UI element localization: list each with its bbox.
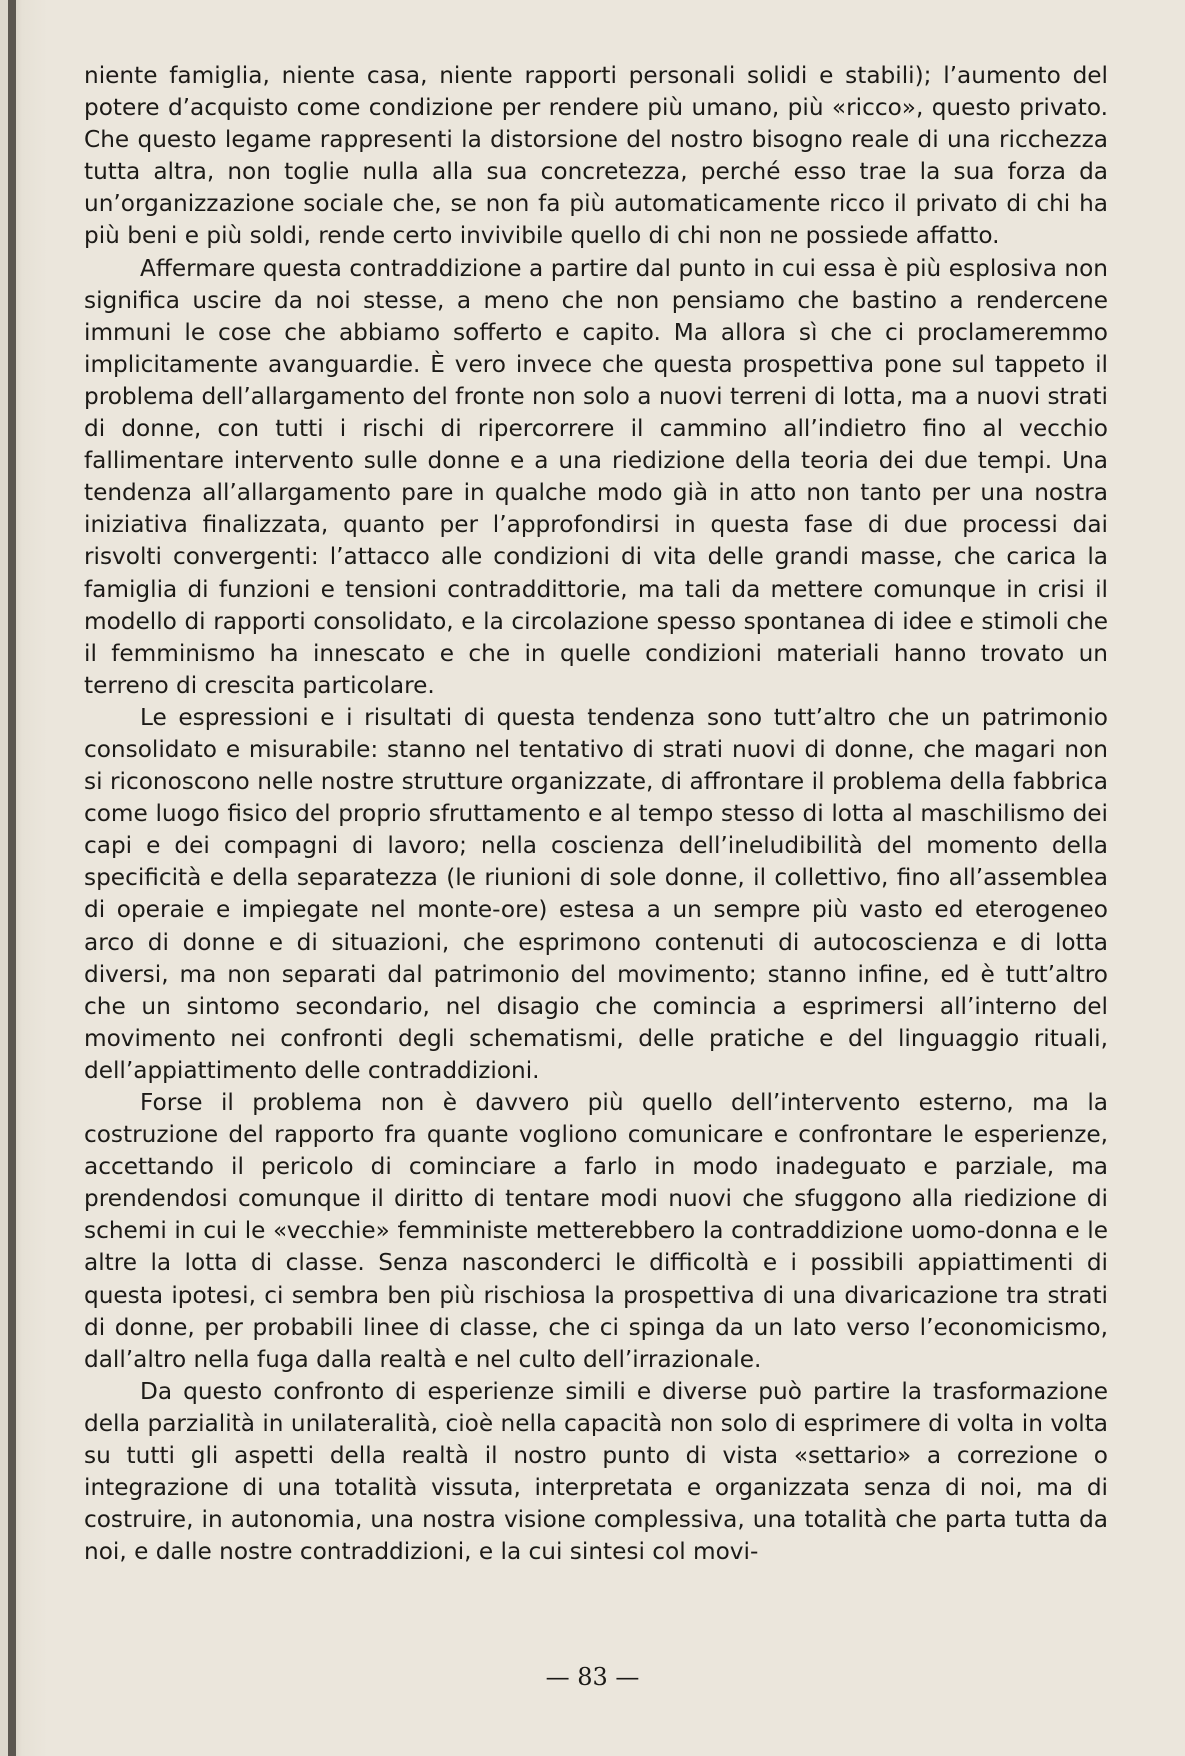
page-number: — 83 — — [545, 1663, 640, 1691]
paragraph: Forse il problema non è davvero più quello dell’intervento esterno, ma la costruzione del rapporto fra quante vogliono comunicare e confrontare le esperienze, accettando il pericolo di cominciare a farlo in modo inadeguato e parziale, ma prendendosi comunque il diritto di tentare modi nuovi che sfuggono alla riedizione di schemi in cui le «vecchie» femministe metterebbero la contraddizione uomo-donna e le altre la lotta di classe. Senza nasconderci le difficoltà e i possibili appiattimenti di questa ipotesi, ci sembra ben più rischiosa la prospettiva di una divaricazione tra strati di donne, per probabili linee di classe, che ci spinga da un lato verso l’economicismo, dall’altro nella fuga dalla realtà e nel culto dell’irrazionale. — [84, 1089, 1108, 1373]
paragraph: Le espressioni e i risultati di questa tendenza sono tutt’altro che un patrimonio consolidato e misurabile: stanno nel tentativo di strati nuovi di donne, che magari non si riconoscono nelle nostre strutture organizzate, di affrontare il problema della fabbrica come luogo fisico del proprio sfruttamento e al tempo stesso di lotta al maschilismo dei capi e dei compagni di lavoro; nella coscienza dell’ineludibilità del momento della specificità e della separatezza (le riunioni di sole donne, il collettivo, fino all’assemblea di operaie e impiegate nel monte-ore) estesa a un sempre più vasto ed eterogeneo arco di donne e di situazioni, che esprimono contenuti di autocoscienza e di lotta diversi, ma non separati dal patrimonio del movimento; stanno infine, ed è tutt’altro che un sintomo secondario, nel disagio che comincia a esprimersi all’interno del movimento nei confronti degli schematismi, delle pratiche e del linguaggio rituali, dell’appiattimento delle contraddizioni. — [84, 703, 1108, 1084]
body-text — [84, 60, 1108, 1568]
paragraph: Affermare questa contraddizione a partire dal punto in cui essa è più esplosiva non significa uscire da noi stesse, a meno che non pensiamo che bastino a rendercene immuni le cose che abbiamo sofferto e capito. Ma allora sì che ci proclameremmo implicitamente avanguardie. È vero invece che questa prospettiva pone sul tappeto il problema dell’allargamento del fronte non solo a nuovi terreni di lotta, ma a nuovi strati di donne, con tutti i rischi di ripercorrere il cammino all’indietro fino al vecchio fallimentare intervento sulle donne e a una riedizione della teoria dei due tempi. Una tendenza all’allargamento pare in qualche modo già in atto non tanto per una nostra iniziativa finalizzata, quanto per l’approfondirsi in questa fase di due processi dai risvolti convergenti: l’attacco alle condizioni di vita delle grandi masse, che carica la famiglia di funzioni e tensioni contraddittorie, ma tali da mettere comunque in crisi il modello di rapporti consolidato, e la circolazione spesso spontanea di idee e stimoli che il femminismo ha innescato e che in quelle condizioni materiali hanno trovato un terreno di crescita particolare. — [84, 254, 1108, 699]
paragraph: Da questo confronto di esperienze simili e diverse può partire la trasformazione della parzialità in unilateralità, cioè nella capacità non solo di esprimere di volta in volta su tutti gli aspetti della realtà il nostro punto di vista «settario» a correzione o integrazione di una totalità vissuta, interpretata e organizzata senza di noi, ma di costruire, in autonomia, una nostra visione complessiva, una totalità che parta tutta da noi, e dalle nostre contraddizioni, e la cui sintesi col movi- — [84, 1377, 1108, 1566]
paragraph: niente famiglia, niente casa, niente rapporti personali solidi e stabili); l’aumento del potere d’acquisto come condizione per rendere più umano, più «ricco», questo privato. Che questo legame rappresenti la distorsione del nostro bisogno reale di una ricchezza tutta altra, non toglie nulla alla sua concretezza, perché esso trae la sua forza da un’organizzazione sociale che, se non fa più automaticamente ricco il privato di chi ha più beni e più soldi, rende certo invivibile quello di chi non ne possiede affatto. — [84, 62, 1108, 250]
book-spine-shadow — [8, 0, 16, 1756]
